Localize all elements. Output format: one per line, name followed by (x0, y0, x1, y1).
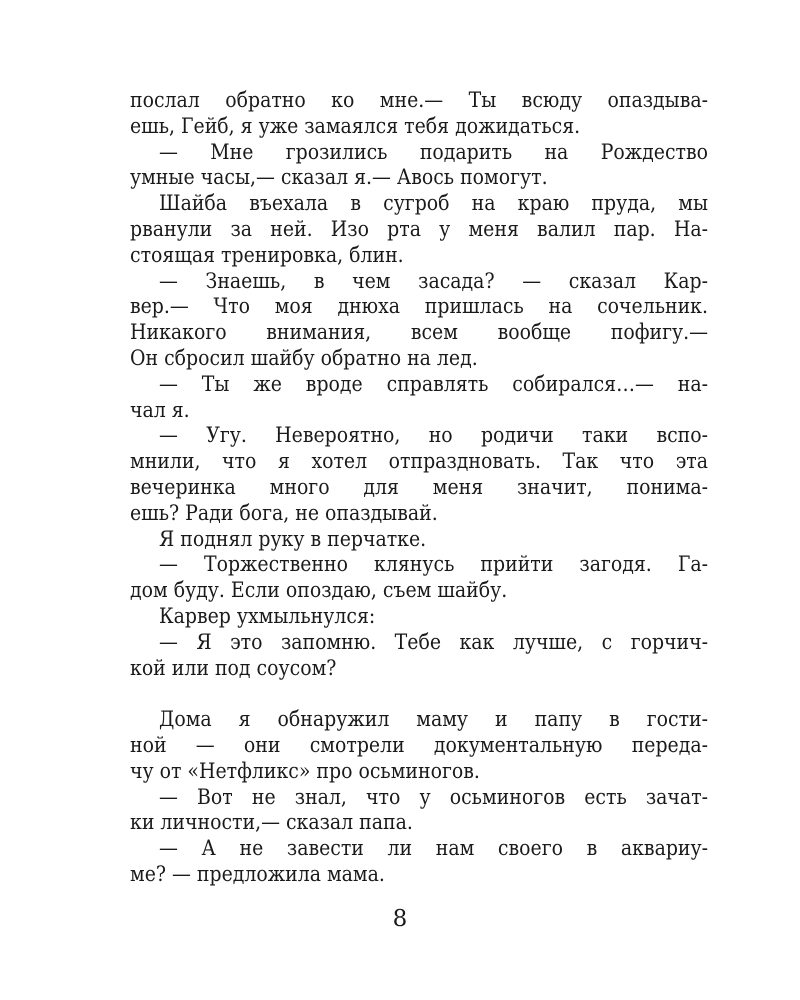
text-line: — Знаешь, в чем засада? — сказал Кар- (159, 268, 708, 293)
text-line: Дома я обнаружил маму и папу в гости- (159, 707, 708, 732)
text-line: ки личности,— сказал папа. (130, 810, 413, 835)
text-line: рванули за ней. Изо рта у меня валил пар. На- (130, 216, 708, 241)
text-line: стоящая тренировка, блин. (130, 242, 404, 267)
text-line: ешь, Гейб, я уже замаялся тебя дожидаться. (130, 113, 581, 138)
text-line: — А не завести ли нам своего в аквариу- (159, 836, 708, 861)
paragraph-break (130, 681, 708, 707)
text-line: дом буду. Если опоздаю, съем шайбу. (130, 578, 508, 603)
text-line: — Угу. Невероятно, но родичи таки вспо- (159, 423, 708, 448)
text-line: Я поднял руку в перчатке. (159, 526, 427, 551)
text-line: мнили, что я хотел отпраздновать. Так что эта (130, 449, 708, 474)
text-line: умные часы,— сказал я.— Авось помогут. (130, 165, 548, 190)
body-text (130, 88, 708, 888)
text-line: чал я. (130, 397, 190, 422)
page-number: 8 (392, 906, 408, 932)
text-line: — Я это запомню. Тебе как лучше, с горчич- (159, 629, 708, 654)
text-line: чу от «Нетфликс» про осьминогов. (130, 758, 480, 783)
text-line: Шайба въехала в сугроб на краю пруда, мы (159, 191, 708, 216)
text-line: вер.— Что моя днюха пришлась на сочельник. (130, 294, 708, 319)
text-line: Никакого внимания, всем вообще пофигу.— (130, 320, 708, 345)
text-line: — Ты же вроде справлять собирался…— на- (159, 371, 708, 396)
text-line: Карвер ухмыльнулся: (159, 603, 376, 628)
text-line: вечеринка много для меня значит, понима- (130, 474, 708, 499)
text-line: послал обратно ко мне.— Ты всюду опаздыва- (130, 88, 708, 112)
text-line: — Вот не знал, что у осьминогов есть зачат- (159, 784, 708, 809)
text-line: — Мне грозились подарить на Рождество (159, 139, 708, 164)
text-line: ме? — предложила мама. (130, 861, 385, 886)
text-line: ешь? Ради бога, не опаздывай. (130, 500, 438, 525)
text-line: ной — они смотрели документальную переда- (130, 732, 708, 757)
text-line: кой или под соусом? (130, 655, 337, 680)
text-line: Он сбросил шайбу обратно на лед. (130, 345, 478, 370)
text-line: — Торжественно клянусь прийти загодя. Га- (159, 552, 708, 577)
